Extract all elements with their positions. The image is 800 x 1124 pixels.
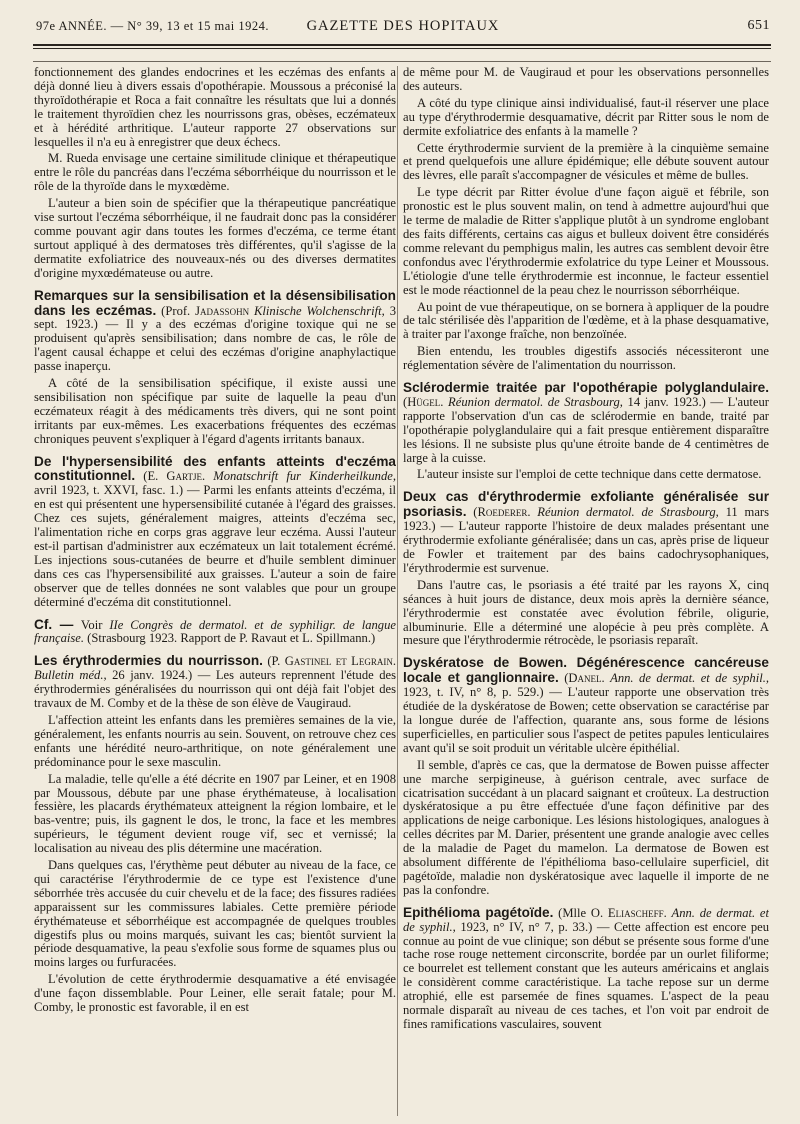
paragraph: Bien entendu, les troubles digestifs associés nécessiteront une réglementation sévère de l'alimentation du nourrisson. bbox=[403, 344, 769, 373]
article-hypersensibilite: De l'hypersensibilité des enfants atteints d'eczéma constitutionnel. (E. Gartje. Monatschrift fur Kinderheilkunde, avril 1923, t. XXVI, fasc. 1.) — Parmi les enfants atteints d'eczéma, il en est qui présentent une hypersensibilité cutanée à l'égard des graisses. Chez ces sujets, généralement maigres, atteints d'eczéma sec, l'alimentation riche en corps gras aggrave leur eczéma. Aussi l'auteur est-il partisan d'administrer aux eczémateux un lait totalement écrémé. Les injections sous-cutanées de beurre et d'huile semblent diminuer dans ces cas l'hypersensibilité aux graisses. L'auteur a soin de faire observer que de telles données ne sont valables que pour un groupe déterminé d'eczéma dit constitutionnel. bbox=[34, 453, 396, 609]
author: Jadassohn bbox=[195, 303, 250, 318]
journal-ref: Réunion dermatol. de Strasbourg, bbox=[448, 394, 623, 409]
journal-ref: Klinische Wolchenschrift, bbox=[254, 303, 385, 318]
article-psoriasis: Deux cas d'érythrodermie exfoliante généralisée sur psoriasis. (Roederer. Réunion dermatol. de Strasbourg, 11 mars 1923.) — L'auteur rapporte l'histoire de deux malades présentant une érythrodermie exfoliante généralisée; dans un cas, après prise de liqueur de Fowler et traitement par des bains cadochrysophaniques, l'érythrodermie est survenue. Dans l'autre cas, le psoriasis a été traité par les rayons X, cinq séances à huit jours de distance, deux mois après la dernière séance, l'érythrodermie est constatée avec évolution fébrile, oligurie, albuminurie. Elle a déterminé une alopécie à peu près complète. A mesure que l'érythrodermie rétrocède, le psoriasis reparaît. bbox=[403, 489, 769, 648]
page-header bbox=[36, 16, 770, 38]
paragraph: A côté du type clinique ainsi individualisé, faut-il réserver une place au type d'érythrodermie desquamative, décrit par Ritter sous le nom de dermite exfoliatrice des enfants à la mamelle ? bbox=[403, 95, 769, 138]
article-title: Sclérodermie traitée par l'opothérapie polyglandulaire. bbox=[403, 380, 769, 396]
article-title: Remarques sur la sensibilisation et la désensibilisation dans les eczémas. bbox=[34, 287, 396, 318]
author: Gartje. bbox=[166, 469, 206, 484]
journal-ref: Monatschrift fur Kinderheilkunde, bbox=[213, 469, 396, 484]
paragraph: A côté de la sensibilisation spécifique, il existe aussi une sensibilisation non spécifique par suite de laquelle la peau d'un eczémateux réagit à des médicaments très divers, qui ne sont point irritants par eux-mêmes. Les exacerbations fréquentes des eczémas chroniques peuvent s'expliquer à l'égard d'agents irritants banaux. bbox=[34, 376, 396, 446]
journal-ref: Réunion dermatol. de Strasbourg, bbox=[537, 505, 719, 520]
page-number: 651 bbox=[747, 18, 770, 33]
article-epithelioma: Epithélioma pagétoïde. (Mlle O. Eliascheff. Ann. de dermat. et de syphil., 1923, n° IV, n° 7, p. 33.) — Cette affection est encore peu connue au point de vue clinique; son début se présente sous forme d'une tache rose rouge nettement circonscrite, bordée par un ourlet filiforme; ce bourrelet est tellement constant que les auteurs américains et anglais le considèrent comme caractéristique. La tache repose sur un derme atrophié, elle est parsemée de fines squames. L'aspect de la peau normale disparaît au niveau de ces taches, et l'on voit par endroit de fines ramifications vasculaires, souvent bbox=[403, 904, 769, 1031]
article-sclerodermie: Sclérodermie traitée par l'opothérapie polyglandulaire. (Hügel. Réunion dermatol. de Strasbourg, 14 janv. 1923.) — L'auteur rapporte l'observation d'un cas de sclérodermie en bande, traité par l'opothérapie polyglandulaire qui a fait presque entièrement disparaître les lésions. Il ne subsiste plus qu'une étroite bande de 4 centimètres de large à la cuisse. L'auteur insiste sur l'emploi de cette technique dans cette dermatose. bbox=[403, 380, 769, 482]
issue-info: 97e ANNÉE. — N° 39, 13 et 15 mai 1924. bbox=[36, 19, 270, 33]
author: Hügel. bbox=[407, 394, 444, 409]
paragraph: L'auteur a bien soin de spécifier que la thérapeutique pancréatique vise surtout l'eczéma séborrhéique, il ne faudrait donc pas la considérer comme pouvant agir dans toutes les formes d'eczéma, ce terme étant surtout appliqué à des dermatoses très différentes, qu'il s'agisse de la dermatite exfoliatrice des nouveaux-nés ou des diverses dermatites d'origine myxœdémateuse ou autre. bbox=[34, 196, 396, 280]
author: Danel. bbox=[568, 671, 605, 686]
paragraph: L'auteur insiste sur l'emploi de cette technique dans cette dermatose. bbox=[417, 467, 762, 482]
left-column bbox=[34, 66, 396, 1116]
article-title: Dyskératose de Bowen. Dégénérescence cancéreuse locale et ganglionnaire. bbox=[403, 655, 769, 686]
paragraph: Dans quelques cas, l'érythème peut débuter au niveau de la face, ce qui caractérise l'érythrodermie de ce type est l'existence d'une séborrhée très accusée du cuir chevelu et de la face; des fissures radiées apparaissent sur les commissures labiales. Cette première période érythémateuse et séborrhéique est accompagnée de quelques troubles digestifs plus ou moins marqués, suivant les cas; bientôt survient la période desquamative, la peau s'exfolie sous forme de squames plus ou moins larges ou furfuracées. bbox=[34, 858, 396, 970]
paragraph: Le type décrit par Ritter évolue d'une façon aiguë et fébrile, son pronostic est le plus souvent malin, on tend à admettre aujourd'hui que le terme de maladie de Ritter s'applique plutôt à un syndrome englobant des faits différents, certains cas aigus et bulleux doivent être considérés comme relevant du pemphigus malin, les autres cas semblent devoir être confondus avec l'érythrodermie exfolatrice du type Leiner et Moussous. L'étiologie d'une telle érythrodermie est inconnue, le facteur essentiel est le mode réactionnel de la peau chez le nourrisson séborrhéique. bbox=[403, 185, 769, 297]
paragraph: Il semble, d'après ce cas, que la dermatose de Bowen puisse affecter une marche serpigineuse, à guérison centrale, avec surface de cicatrisation succédant à un placard saignant et croûteux. La destruction dyskératosique a pu être effectuée d'une façon définitive par des applications de neige carbonique. Les lésions histologiques, analogues à celles décrites par M. Darier, présentent une grande analogie avec celles de la maladie de Paget du mamelon. La dermatose de Bowen est absolument différente de l'épithélioma baso-cellulaire superficiel, dit pagétoïde, maladie non dyskératosique avec laquelle il importe de ne pas la confondre. bbox=[403, 757, 769, 897]
paragraph: M. Rueda envisage une certaine similitude clinique et thérapeutique entre le rôle du pancréas dans l'eczéma séborrhéique du nourrisson et le rôle de la thyroïde dans le myxœdème. bbox=[34, 151, 396, 194]
paragraph: Dans l'autre cas, le psoriasis a été traité par les rayons X, cinq séances à huit jours de distance, deux mois après la dernière séance, l'érythrodermie est constatée avec évolution fébrile, oligurie, albuminurie. Elle a déterminé une alopécie à peu près complète. A mesure que l'érythrodermie rétrocède, le psoriasis reparaît. bbox=[403, 577, 769, 648]
article-title: Epithélioma pagétoïde. bbox=[403, 904, 554, 920]
author: Roederer. bbox=[477, 505, 531, 520]
header-rule-thin bbox=[33, 48, 771, 49]
journal-ref: Ann. de dermat. et de syphil., bbox=[403, 905, 769, 934]
journal-ref: Bulletin méd., bbox=[34, 668, 107, 683]
article-title: De l'hypersensibilité des enfants atteints d'eczéma constitutionnel. bbox=[34, 453, 396, 484]
header-rule-lower bbox=[33, 61, 771, 62]
paragraph: fonctionnement des glandes endocrines et les eczémas des enfants a déjà donné lieu à divers essais d'opothérapie. Moussous a préconisé la thyroïdothérapie et Roca a fait connaître les résultats que lui a donnés le traitement thyroïdien chez les nourrissons gras, obèses, eczémateux et à hérédité arthritique. L'auteur rapporte 27 observations sur lesquelles il n'a eu à enregistrer que deux échecs. bbox=[34, 66, 396, 149]
paragraph: de même pour M. de Vaugiraud et pour les observations personnelles des auteurs. bbox=[403, 66, 769, 93]
article-erythrodermies: Les érythrodermies du nourrisson. (P. Gastinel et Legrain. Bulletin méd., 26 janv. 1924.) — Les auteurs reprennent l'étude des érythrodermies généralisées du nourrisson qui ont déjà fait l'objet des travaux de M. Comby et de la thèse de son élève de Vaugiraud. L'affection atteint les enfants dans les premières semaines de la vie, généralement, les enfants nourris au sein. Souvent, on retrouve chez ces enfants une hérédité neuro-arthritique, on note généralement une prédominance pour le sexe masculin. La maladie, telle qu'elle a été décrite en 1907 par Leiner, et en 1908 par Moussous, débute par une phase érythémateuse, à localisation fessière, les placards érythémateux atteignent la région lombaire, et le bas-ventre; puis, ils gagnent le dos, le tronc, la face et les membres supérieurs, le tégument devient rouge vif, sec et vernissé; la localisation au niveau des plis détermine une macération. Dans quelques cas, l'érythème peut débuter au niveau de la face, ce qui caractérise l'érythrodermie de ce type est l'existence d'une séborrhée très accusée du cuir chevelu et de la face; des fissures radiées apparaissent sur les commissures labiales. Cette première période érythémateuse et séborrhéique est accompagnée de quelques troubles digestifs plus ou moins marqués, suivant les cas; bientôt survient la période desquamative, la peau s'exfolie sous forme de squames plus ou moins larges ou furfuracées. L'évolution de cette érythrodermie desquamative a été envisagée d'une façon dissemblable. Pour Leiner, elle serait fatale; pour M. Comby, le pronostic est favorable, il en est bbox=[34, 653, 396, 1015]
header-rule bbox=[33, 44, 771, 46]
journal-title: GAZETTE DES HOPITAUX bbox=[306, 18, 500, 34]
article-bowen: Dyskératose de Bowen. Dégénérescence cancéreuse locale et ganglionnaire. (Danel. Ann. de dermat. et de syphil., 1923, t. IV, n° 8, p. 529.) — L'auteur rapporte une observation très étudiée de la dyskératose de Bowen; cette observation se caractérise par la longue durée de l'affection, quarante ans, sous forme de lésions superficielles, en particulier sous l'aspect de petites papules lenticulaires avant qu'il se soit produit un véritable ulcère épithélial. Il semble, d'après ce cas, que la dermatose de Bowen puisse affecter une marche serpigineuse, à guérison centrale, avec surface de cicatrisation succédant à un placard saignant et croûteux. La destruction dyskératosique a pu être effectuée d'une façon définitive par des applications de neige carbonique. Les lésions histologiques, analogues à celles décrites par M. Darier, présentent une grande analogie avec celles de la maladie de Paget du mamelon. La dermatose de Bowen est absolument différente de l'épithélioma baso-cellulaire superficiel, dit pagétoïde, maladie non dyskératosique avec laquelle il importe de ne pas la confondre. bbox=[403, 655, 769, 897]
paragraph: La maladie, telle qu'elle a été décrite en 1907 par Leiner, et en 1908 par Moussous, débute par une phase érythémateuse, à localisation fessière, les placards érythémateux atteignent la région lombaire, et le bas-ventre; puis, ils gagnent le dos, le tronc, la face et les membres supérieurs, le tégument devient rouge vif, sec et vernissé; la localisation au niveau des plis détermine une macération. bbox=[34, 771, 396, 856]
author: Eliascheff. bbox=[607, 905, 667, 920]
cf-note: Cf. — Voir IIe Congrès de dermatol. et de syphiligr. de langue française. (Strasbourg 1923. Rapport de P. Ravaut et L. Spillmann.) bbox=[34, 616, 396, 646]
article-title: Deux cas d'érythrodermie exfoliante généralisée sur psoriasis. bbox=[403, 489, 769, 520]
journal-ref: Ann. de dermat. et de syphil., bbox=[610, 671, 769, 686]
column-divider bbox=[397, 66, 398, 1116]
paragraph: L'évolution de cette érythrodermie desquamative a été envisagée d'une façon dissemblable. Pour Leiner, elle serait fatale; pour M. Comby, le pronostic est favorable, il en est bbox=[34, 972, 396, 1015]
author: Gastinel et Legrain. bbox=[284, 654, 396, 669]
paragraph: L'affection atteint les enfants dans les premières semaines de la vie, généralement, les enfants nourris au sein. Souvent, on retrouve chez ces enfants une hérédité neuro-arthritique, on note généralement une prédominance pour le sexe masculin. bbox=[34, 712, 396, 769]
article-sensibilisation: Remarques sur la sensibilisation et la désensibilisation dans les eczémas. (Prof. Jadassohn Klinische Wolchenschrift, 3 sept. 1923.) — Il y a des eczémas d'origine toxique qui ne se produisent qu'après sensibilisation; dans nombre de cas, le rôle de l'agent causal échappe et celui des eczémas d'origine anaphylactique passe inaperçu. A côté de la sensibilisation spécifique, il existe aussi une sensibilisation non spécifique par suite de laquelle la peau d'un eczémateux réagit à des médicaments très divers, qui ne sont point irritants par eux-mêmes. Les exacerbations fréquentes des eczémas chroniques peuvent s'expliquer à l'égard d'agents irritants banaux. bbox=[34, 287, 396, 446]
right-column bbox=[403, 66, 769, 1116]
paragraph: Cette érythrodermie survient de la première à la cinquième semaine et prend quelquefois une allure épidémique; elle débute souvent autour des lèvres, elle paraît s'accompagner de vésicules et même de bulles. bbox=[403, 140, 769, 183]
paragraph: Au point de vue thérapeutique, on se bornera à appliquer de la poudre de talc stérilisée dès l'apparition de l'œdème, et à la phase desquamative, à traiter par l'axonge fraîche, non benzoïnée. bbox=[403, 299, 769, 342]
article-title: Les érythrodermies du nourrisson. bbox=[34, 653, 263, 669]
